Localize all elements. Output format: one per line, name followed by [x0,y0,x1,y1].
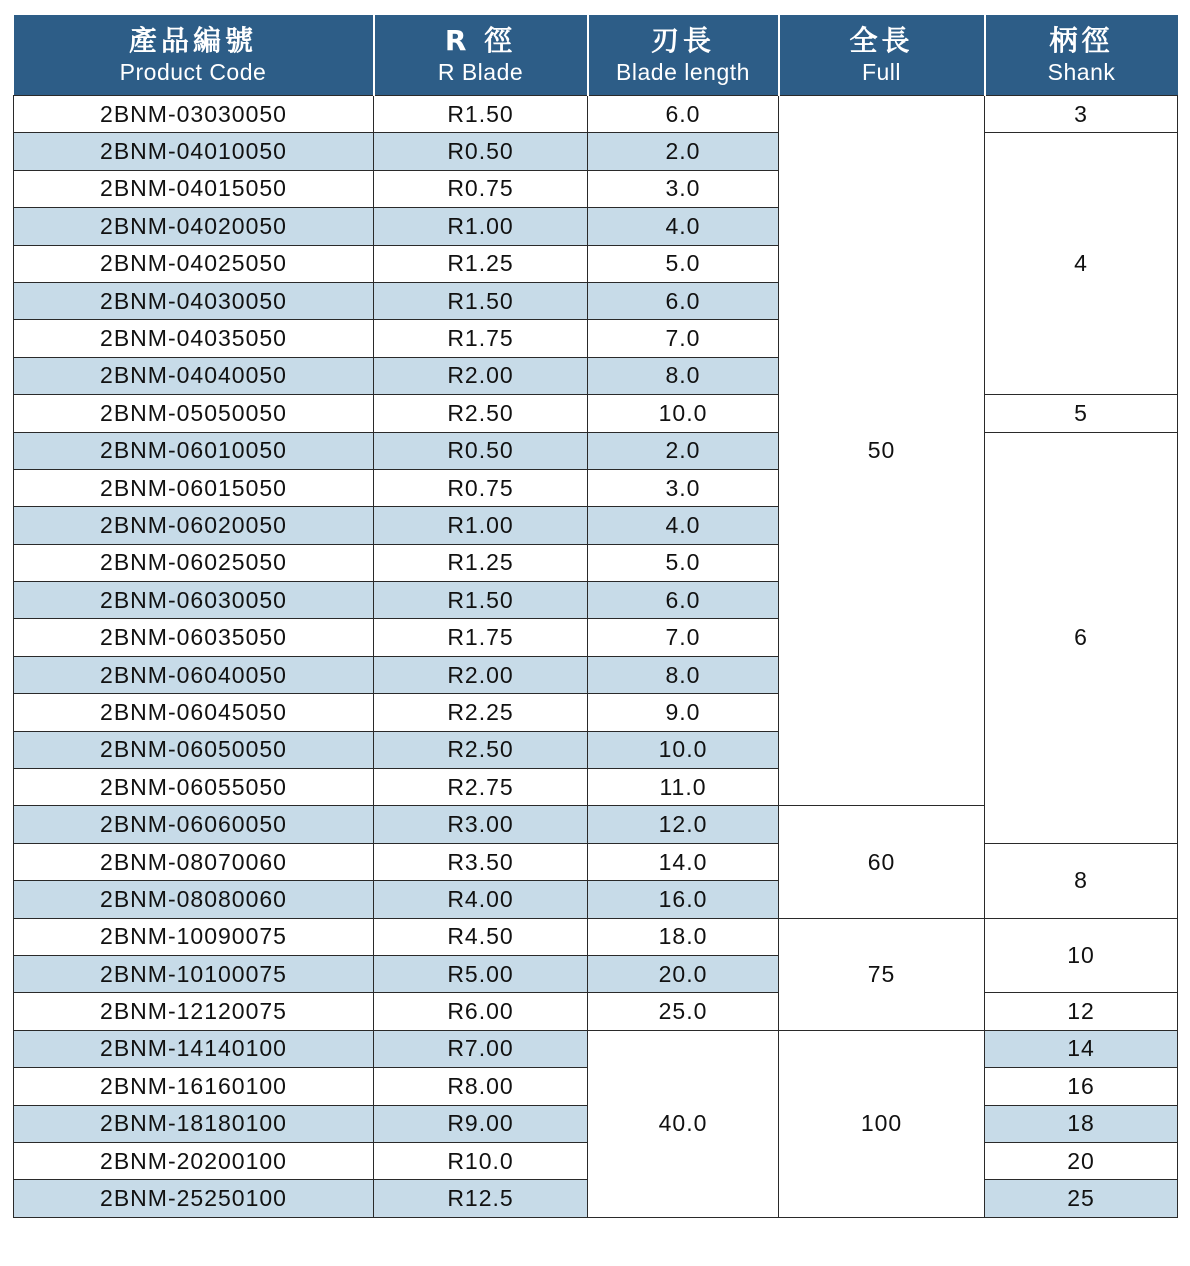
r-blade-cell: R2.50 [374,731,588,768]
r-blade-cell: R2.00 [374,357,588,394]
r-blade-cell: R1.50 [374,96,588,133]
product-code-cell: 2BNM-04025050 [14,245,374,282]
product-code-cell: 2BNM-06040050 [14,656,374,693]
shank-cell: 10 [985,918,1178,993]
r-blade-cell: R4.00 [374,881,588,918]
product-code-cell: 2BNM-18180100 [14,1105,374,1142]
product-code-cell: 2BNM-08070060 [14,843,374,880]
table-row [14,918,1178,955]
r-blade-cell: R1.25 [374,245,588,282]
full-length-cell: 50 [779,96,985,806]
product-code-cell: 2BNM-05050050 [14,395,374,432]
shank-cell: 8 [985,843,1178,918]
r-blade-cell: R8.00 [374,1068,588,1105]
blade-length-cell: 4.0 [588,507,779,544]
blade-length-cell: 25.0 [588,993,779,1030]
shank-cell: 20 [985,1142,1178,1179]
product-code-cell: 2BNM-06035050 [14,619,374,656]
product-code-cell: 2BNM-06015050 [14,469,374,506]
r-blade-cell: R1.75 [374,320,588,357]
table-row [14,133,1178,170]
product-code-cell: 2BNM-04015050 [14,170,374,207]
product-code-cell: 2BNM-04040050 [14,357,374,394]
table-row [14,432,1178,469]
product-code-cell: 2BNM-06060050 [14,806,374,843]
shank-cell: 12 [985,993,1178,1030]
shank-cell: 25 [985,1180,1178,1217]
table-row [14,96,1178,133]
r-blade-cell: R9.00 [374,1105,588,1142]
product-code-cell: 2BNM-03030050 [14,96,374,133]
shank-cell: 16 [985,1068,1178,1105]
blade-length-cell: 5.0 [588,245,779,282]
r-blade-cell: R0.50 [374,133,588,170]
blade-length-cell: 20.0 [588,955,779,992]
full-length-cell: 100 [779,1030,985,1217]
product-code-cell: 2BNM-20200100 [14,1142,374,1179]
product-code-cell: 2BNM-06025050 [14,544,374,581]
blade-length-cell: 12.0 [588,806,779,843]
header-shank: 柄徑 Shank [985,15,1178,96]
shank-cell: 5 [985,395,1178,432]
r-blade-cell: R4.50 [374,918,588,955]
header-full-length: 全長 Full [779,15,985,96]
header-product-code: 產品編號 Product Code [14,15,374,96]
product-code-cell: 2BNM-10090075 [14,918,374,955]
r-blade-cell: R0.75 [374,170,588,207]
r-blade-cell: R2.50 [374,395,588,432]
product-code-cell: 2BNM-06045050 [14,694,374,731]
header-blade-length: 刃長 Blade length [588,15,779,96]
product-code-cell: 2BNM-06010050 [14,432,374,469]
blade-length-cell: 8.0 [588,656,779,693]
product-code-cell: 2BNM-12120075 [14,993,374,1030]
blade-length-cell: 6.0 [588,96,779,133]
blade-length-cell: 5.0 [588,544,779,581]
r-blade-cell: R10.0 [374,1142,588,1179]
blade-length-cell: 6.0 [588,282,779,319]
blade-length-cell: 2.0 [588,133,779,170]
shank-cell: 4 [985,133,1178,395]
blade-length-cell: 10.0 [588,731,779,768]
r-blade-cell: R0.50 [374,432,588,469]
shank-cell: 18 [985,1105,1178,1142]
product-code-cell: 2BNM-04010050 [14,133,374,170]
r-blade-cell: R1.50 [374,282,588,319]
product-code-cell: 2BNM-08080060 [14,881,374,918]
blade-length-cell: 8.0 [588,357,779,394]
blade-length-cell: 9.0 [588,694,779,731]
blade-length-cell: 18.0 [588,918,779,955]
product-code-cell: 2BNM-04035050 [14,320,374,357]
full-length-cell: 60 [779,806,985,918]
blade-length-cell: 6.0 [588,582,779,619]
r-blade-cell: R2.75 [374,769,588,806]
r-blade-cell: R3.00 [374,806,588,843]
blade-length-cell: 10.0 [588,395,779,432]
r-blade-cell: R1.00 [374,507,588,544]
table-row [14,395,1178,432]
r-blade-cell: R6.00 [374,993,588,1030]
r-blade-cell: R1.75 [374,619,588,656]
shank-cell: 6 [985,432,1178,843]
product-code-cell: 2BNM-25250100 [14,1180,374,1217]
blade-length-cell: 3.0 [588,469,779,506]
table-row [14,843,1178,880]
blade-length-cell: 40.0 [588,1030,779,1217]
r-blade-cell: R1.50 [374,582,588,619]
r-blade-cell: R0.75 [374,469,588,506]
r-blade-cell: R7.00 [374,1030,588,1067]
blade-length-cell: 16.0 [588,881,779,918]
r-blade-cell: R12.5 [374,1180,588,1217]
r-blade-cell: R3.50 [374,843,588,880]
blade-length-cell: 7.0 [588,619,779,656]
r-blade-cell: R2.25 [374,694,588,731]
product-code-cell: 2BNM-16160100 [14,1068,374,1105]
shank-cell: 14 [985,1030,1178,1067]
header-r-blade: R 徑 R Blade [374,15,588,96]
product-code-cell: 2BNM-06055050 [14,769,374,806]
product-code-cell: 2BNM-04030050 [14,282,374,319]
r-blade-cell: R2.00 [374,656,588,693]
product-code-cell: 2BNM-06050050 [14,731,374,768]
blade-length-cell: 4.0 [588,208,779,245]
header-row [14,15,1178,96]
blade-length-cell: 11.0 [588,769,779,806]
product-code-cell: 2BNM-06020050 [14,507,374,544]
blade-length-cell: 7.0 [588,320,779,357]
r-blade-cell: R5.00 [374,955,588,992]
shank-cell: 3 [985,96,1178,133]
product-code-cell: 2BNM-10100075 [14,955,374,992]
product-spec-table [13,15,1178,1218]
product-code-cell: 2BNM-14140100 [14,1030,374,1067]
blade-length-cell: 2.0 [588,432,779,469]
product-code-cell: 2BNM-06030050 [14,582,374,619]
product-code-cell: 2BNM-04020050 [14,208,374,245]
blade-length-cell: 14.0 [588,843,779,880]
r-blade-cell: R1.00 [374,208,588,245]
table-row [14,993,1178,1030]
blade-length-cell: 3.0 [588,170,779,207]
r-blade-cell: R1.25 [374,544,588,581]
full-length-cell: 75 [779,918,985,1030]
table-row [14,1030,1178,1067]
